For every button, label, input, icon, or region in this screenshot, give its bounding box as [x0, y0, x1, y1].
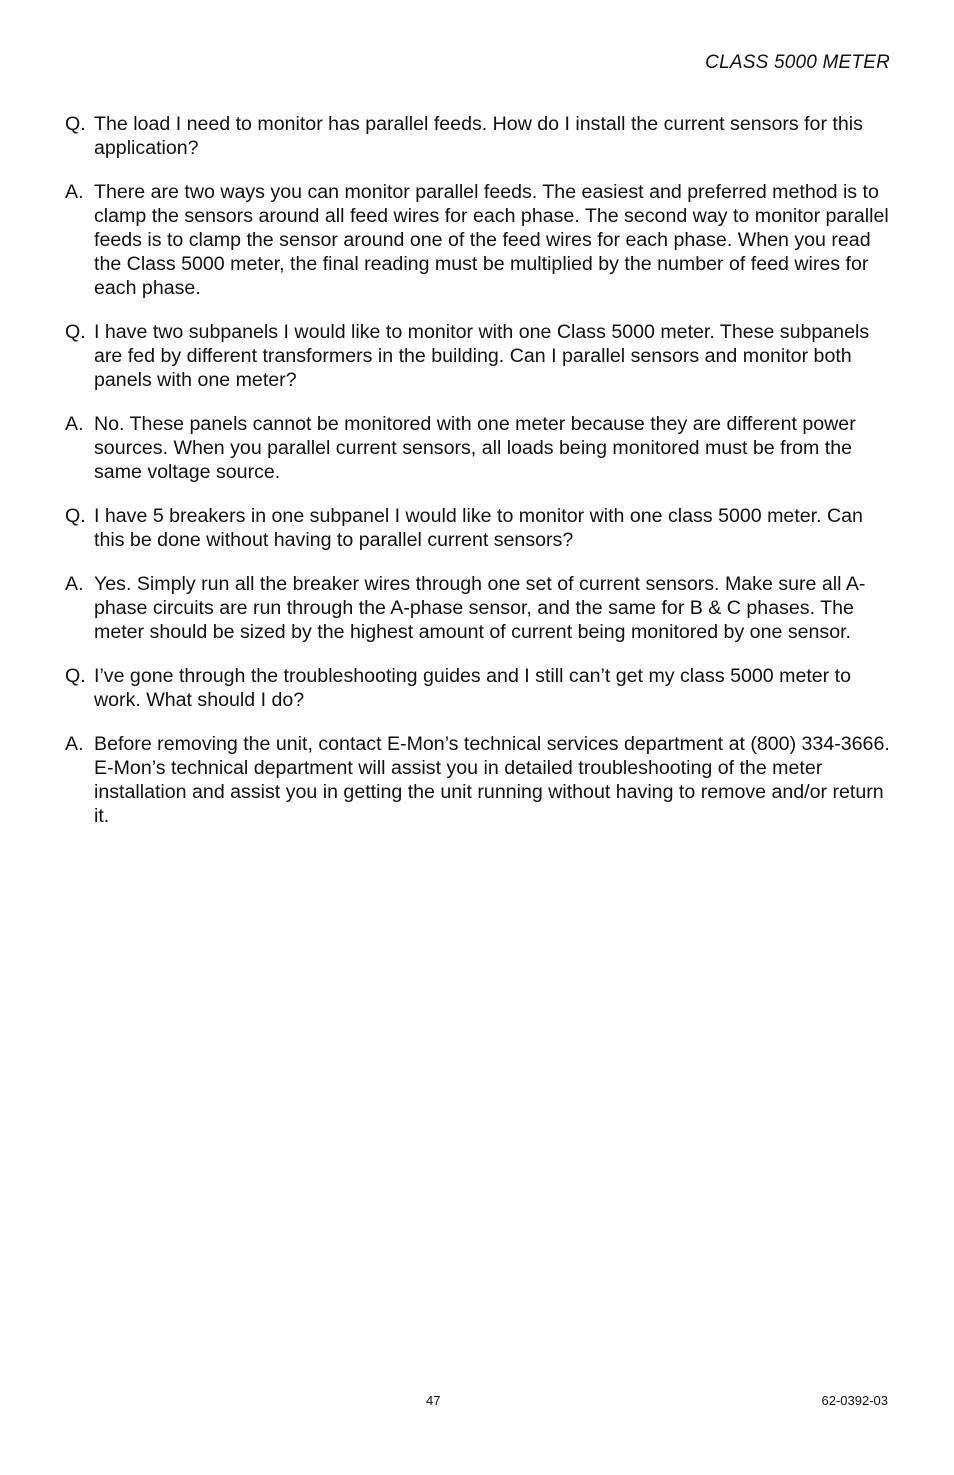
faq-marker: Q.: [65, 321, 86, 343]
faq-question: [65, 664, 891, 712]
faq-answer: [65, 572, 891, 644]
faq-marker: Q.: [65, 505, 86, 527]
faq-answer: [65, 732, 891, 828]
faq-answer: [65, 180, 891, 300]
page-header-title: CLASS 5000 METER: [705, 52, 890, 73]
faq-marker: A.: [65, 733, 84, 755]
faq-answer: [65, 412, 891, 484]
faq-text: No. These panels cannot be monitored with one meter because they are different power sources. When you parallel current sensors, all loads being monitored must be from the same voltage source.: [94, 413, 856, 483]
faq-text: I have two subpanels I would like to monitor with one Class 5000 meter. These subpanels are fed by different transformers in the building. Can I parallel sensors and monitor both panels with one meter?: [94, 321, 870, 391]
faq-list: [65, 112, 891, 848]
faq-text: Yes. Simply run all the breaker wires through one set of current sensors. Make sure all A-phase circuits are run through the A-phase sensor, and the same for B & C phases. The meter should be sized by the highest amount of current being monitored by one sensor.: [94, 573, 866, 643]
faq-marker: Q.: [65, 113, 86, 135]
faq-marker: A.: [65, 413, 84, 435]
page-number: 47: [426, 1393, 441, 1408]
faq-marker: A.: [65, 181, 84, 203]
faq-text: I’ve gone through the troubleshooting guides and I still can’t get my class 5000 meter to work. What should I do?: [94, 665, 851, 711]
faq-marker: Q.: [65, 665, 86, 687]
faq-marker: A.: [65, 573, 84, 595]
document-number: 62-0392-03: [821, 1393, 888, 1408]
faq-question: [65, 320, 891, 392]
faq-text: The load I need to monitor has parallel feeds. How do I install the current sensors for this application?: [94, 113, 863, 159]
faq-text: I have 5 breakers in one subpanel I would like to monitor with one class 5000 meter. Can this be done without having to parallel current sensors?: [94, 505, 863, 551]
faq-text: Before removing the unit, contact E-Mon’s technical services department at (800) 334-3666. E-Mon’s technical department will assist you in detailed troubleshooting of the meter installation and assist you in getting the unit running without having to remove and/or return it.: [94, 733, 890, 827]
faq-text: There are two ways you can monitor parallel feeds. The easiest and preferred method is to clamp the sensors around all feed wires for each phase. The second way to monitor parallel feeds is to clamp the sensor around one of the feed wires for each phase. When you read the Class 5000 meter, the final reading must be multiplied by the number of feed wires for each phase.: [94, 181, 889, 299]
faq-question: [65, 504, 891, 552]
faq-question: [65, 112, 891, 160]
